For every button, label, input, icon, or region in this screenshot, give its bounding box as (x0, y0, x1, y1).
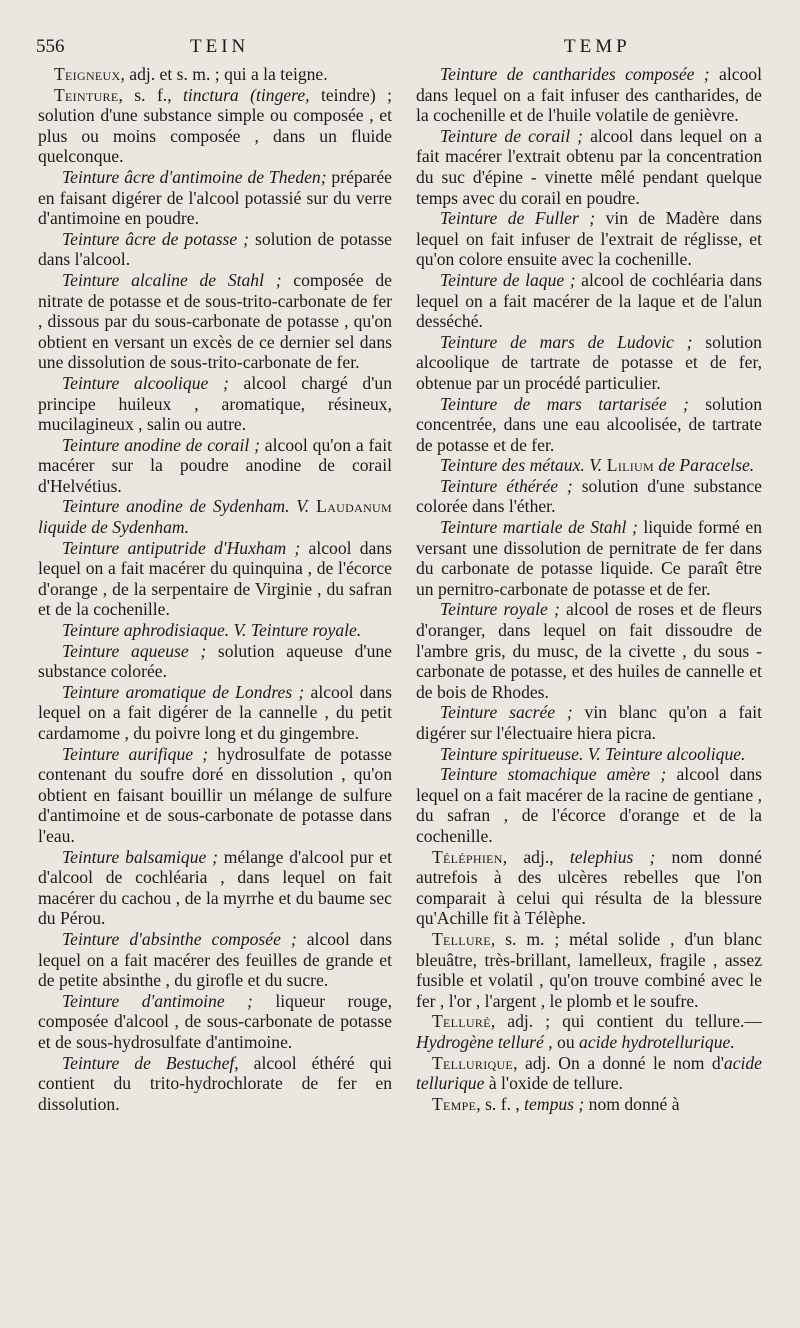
entry-term: Teinture alcaline de Stahl ; (62, 269, 282, 290)
dictionary-subentry (38, 929, 392, 991)
entry-italic: tinctura (tingere, (183, 84, 310, 105)
dictionary-subentry (416, 270, 762, 332)
entry-text: solution de potasse dans l'alcool. (38, 228, 392, 270)
entry-term: Teinture d'antimoine ; (62, 990, 253, 1011)
dictionary-subentry (416, 764, 762, 846)
entry-text: mélange d'alcool pur et d'alcool de cochléaria , dans lequel on fait macérer du cachou , de la myrrhe et du baume sec du Pérou. (38, 846, 392, 929)
entry-term: Teinture anodine de corail ; (62, 434, 260, 455)
entry-text: préparée en faisant digérer de l'alcool potassié sur du verre d'antimoine en poudre. (38, 166, 392, 229)
dictionary-subentry (416, 517, 762, 599)
dictionary-subentry (38, 229, 392, 270)
dictionary-subentry (38, 435, 392, 497)
entry-term: Teinture aphrodisiaque. V. Teinture royale. (62, 620, 362, 641)
page-number: 556 (36, 36, 65, 57)
entry-term: Teinture antiputride d'Huxham ; (62, 537, 301, 558)
entry-text: solution concentrée, dans une eau alcoolisée, de tartrate de potasse et de fer. (416, 393, 762, 455)
entry-text: composée de nitrate de potasse et de sous-trito-carbonate de fer , dissous par du sous-carbonate de potasse , qu'on obtient en versant un excès de ce dernier sel dans une dissolution de sous-trito-carbonate de fer. (38, 269, 392, 373)
entry-text: alcool dans lequel on a fait infuser des cantharides, de la cochenille et de l'huile volatile de genièvre. (416, 64, 762, 126)
entry-term: Teinture aromatique de Londres ; (62, 681, 305, 702)
entry-text: solution aqueuse d'une substance colorée. (38, 640, 392, 682)
cross-reference: Lilium (602, 455, 654, 476)
entry-text: à l'oxide de tellure. (484, 1073, 623, 1094)
entry-text: alcool dans lequel on a fait macérer du quinquina , de l'écorce d'orange , de la serpentaire de Virginie , du safran et de la cochenille. (38, 537, 392, 620)
cross-reference: Laudanum (309, 496, 392, 517)
entry-term: Teinture âcre d'antimoine de Theden; (62, 166, 327, 187)
dictionary-headword-entry (416, 847, 762, 929)
dictionary-headword-entry (416, 1011, 762, 1052)
dictionary-subentry (38, 620, 392, 641)
entry-term: Teinture sacrée ; (440, 702, 573, 723)
dictionary-subentry (38, 538, 392, 620)
dictionary-subentry (416, 64, 762, 126)
headword: Tellure (432, 928, 491, 949)
dictionary-subentry (38, 167, 392, 229)
dictionary-subentry (416, 702, 762, 743)
entry-text: , adj., (502, 846, 570, 867)
entry-term: Teinture anodine de Sydenham. V. (62, 496, 310, 517)
headword: Tellurique (432, 1052, 514, 1073)
entry-text: alcool qu'on a fait macérer sur la poudre anodine de corail d'Helvétius. (38, 434, 392, 496)
entry-term: Teinture de Fuller ; (440, 208, 596, 229)
entry-text: ou (552, 1031, 580, 1052)
entry-term: Teinture martiale de Stahl ; (440, 517, 638, 538)
entry-text: teindre) ; solution d'une substance simple ou composée , et plus ou moins composée , dans un fluide quelconque. (38, 84, 392, 167)
entry-italic: de Paracelse. (658, 455, 755, 476)
entry-text: vin de Madère dans lequel on fait infuser de l'extrait de réglisse, et qu'on colore ensuite avec la cochenille. (416, 208, 762, 270)
entry-italic: liquide de Sydenham. (38, 517, 189, 538)
entry-text: vin blanc qu'on a fait digérer sur l'électuaire hiera picra. (416, 702, 762, 743)
entry-term: Teinture de Bestuchef, (62, 1052, 239, 1073)
entry-text: , adj. et s. m. ; qui a la teigne. (120, 64, 328, 84)
entry-text: solution d'une substance colorée dans l'éther. (416, 475, 762, 517)
entry-term: Teinture aurifique ; (62, 743, 209, 764)
entry-text: alcool de cochléaria dans lequel on a fait macérer de la laque et de l'alun desséché. (416, 269, 762, 332)
dictionary-subentry (416, 599, 762, 702)
entry-text: , s. f., (118, 84, 184, 105)
headword: Téléphien (432, 846, 503, 867)
entry-term: Teinture stomachique amère ; (440, 764, 667, 785)
entry-term: Teinture royale ; (440, 599, 560, 620)
entry-term: Teinture de mars de Ludovic ; (440, 331, 693, 352)
entry-italic: acide tellurique (416, 1052, 762, 1094)
entry-term: Teinture aqueuse ; (62, 640, 207, 661)
entry-term: Teinture de cantharides composée ; (440, 64, 710, 84)
entry-text: alcool éthéré qui contient du trito-hydrochlorate de fer en dissolution. (38, 1052, 392, 1114)
entry-italic: Hydrogène telluré , (416, 1031, 553, 1052)
headword: Tempe (432, 1093, 477, 1114)
dictionary-subentry (38, 270, 392, 373)
entry-term: Teinture de mars tartarisée ; (440, 393, 689, 414)
entry-term: Teinture de laque ; (440, 269, 576, 290)
entry-term: Teinture des métaux. V. (440, 455, 603, 476)
dictionary-subentry (38, 847, 392, 929)
dictionary-subentry (416, 455, 762, 476)
entry-italic: acide hydrotellurique. (579, 1031, 735, 1052)
dictionary-subentry (416, 332, 762, 394)
dictionary-subentry (416, 744, 762, 765)
headword: Teigneux (54, 64, 121, 84)
dictionary-subentry (38, 682, 392, 744)
right-column (416, 64, 762, 1114)
dictionary-subentry (416, 476, 762, 517)
dictionary-subentry (38, 744, 392, 847)
running-head-right: TEMP (564, 36, 631, 57)
entry-term: Teinture d'absinthe composée ; (62, 928, 297, 949)
entry-term: Teinture balsamique ; (62, 846, 218, 867)
left-column (38, 64, 392, 1114)
entry-text: nom donné autrefois à des ulcères rebelles que l'on comparait à celui qui résulta de la blessure qu'Achille fit à Télèphe. (416, 846, 762, 929)
entry-term: Teinture spiritueuse. V. Teinture alcoolique. (440, 743, 746, 764)
entry-text: alcool dans lequel on a fait macérer l'extrait obtenu par la concentration du suc d'épine - vinette mêlé pendant quelque temps avec du corail en poudre. (416, 125, 762, 208)
entry-term: Teinture âcre de potasse ; (62, 228, 250, 249)
entry-text: solution alcoolique de tartrate de potasse et de fer, obtenue par un procédé particulier. (416, 331, 762, 393)
entry-text: alcool chargé d'un principe huileux , aromatique, résineux, mucilagineux , salin ou autre. (38, 372, 392, 435)
entry-text: , s. f. , (476, 1093, 525, 1114)
entry-text: alcool dans lequel on a fait digérer de la cannelle , du petit cardamome , du poivre long et du gingembre. (38, 681, 392, 743)
headword: Telluré (432, 1011, 491, 1032)
entry-text: liquide formé en versant une dissolution de pernitrate de fer dans du carbonate de potasse liquide. Ce paraît être un pernitro-carbonate de potasse et de fer. (416, 517, 762, 599)
entry-text: liqueur rouge, composée d'alcool , de sous-carbonate de potasse et de sous-hydrosulfate d'antimoine. (38, 990, 392, 1052)
headword: Teinture (54, 84, 119, 105)
dictionary-headword-entry (416, 1053, 762, 1094)
dictionary-subentry (38, 1053, 392, 1115)
entry-italic: telephius ; (569, 846, 656, 867)
entry-italic: tempus ; (524, 1093, 585, 1114)
dictionary-headword-entry (38, 64, 392, 85)
running-head-left: TEIN (190, 36, 250, 57)
entry-text: hydrosulfate de potasse contenant du soufre doré en dissolution , qu'on obtient en faisant bouillir un mélange de sulfure d'antimoine et de sous-carbonate de potasse dans l'eau. (38, 743, 392, 846)
dictionary-subentry (416, 394, 762, 456)
dictionary-subentry (38, 641, 392, 682)
page-header (36, 34, 776, 62)
entry-term: Teinture alcoolique ; (62, 372, 229, 393)
dictionary-headword-entry (38, 85, 392, 167)
entry-text: alcool dans lequel on a fait macérer des feuilles de grande et de petite absinthe , du girofle et du sucre. (38, 928, 392, 991)
dictionary-subentry (416, 126, 762, 208)
entry-text: alcool dans lequel on a fait macérer de la racine de gentiane , du safran , de l'écorce d'orange et de la cochenille. (416, 764, 762, 846)
entry-text: , adj. ; qui contient du tellure.— (490, 1011, 762, 1032)
entry-text: , s. m. ; métal solide , d'un blanc bleuâtre, très-brillant, lamelleux, fragile , assez fusible et volatil , qu'on trouve combiné avec le fer , l'or , l'argent , le plomb et le soufre. (416, 928, 762, 1011)
dictionary-subentry (416, 208, 762, 270)
entry-term: Teinture éthérée ; (440, 475, 573, 496)
dictionary-headword-entry (416, 929, 762, 1011)
dictionary-headword-entry (416, 1094, 762, 1115)
entry-term: Teinture de corail ; (440, 125, 584, 146)
entry-text: alcool de roses et de fleurs d'oranger, dans lequel on fait dissoudre de l'ambre gris, du musc, de la civette , du sous - carbonate de potasse, et des huiles de cannelle et de bois de Rhodes. (416, 599, 762, 702)
entry-text: , adj. On a donné le nom d' (513, 1052, 724, 1073)
dictionary-subentry (38, 496, 392, 537)
dictionary-subentry (38, 373, 392, 435)
entry-text: nom donné à (584, 1093, 680, 1114)
dictionary-subentry (38, 991, 392, 1053)
